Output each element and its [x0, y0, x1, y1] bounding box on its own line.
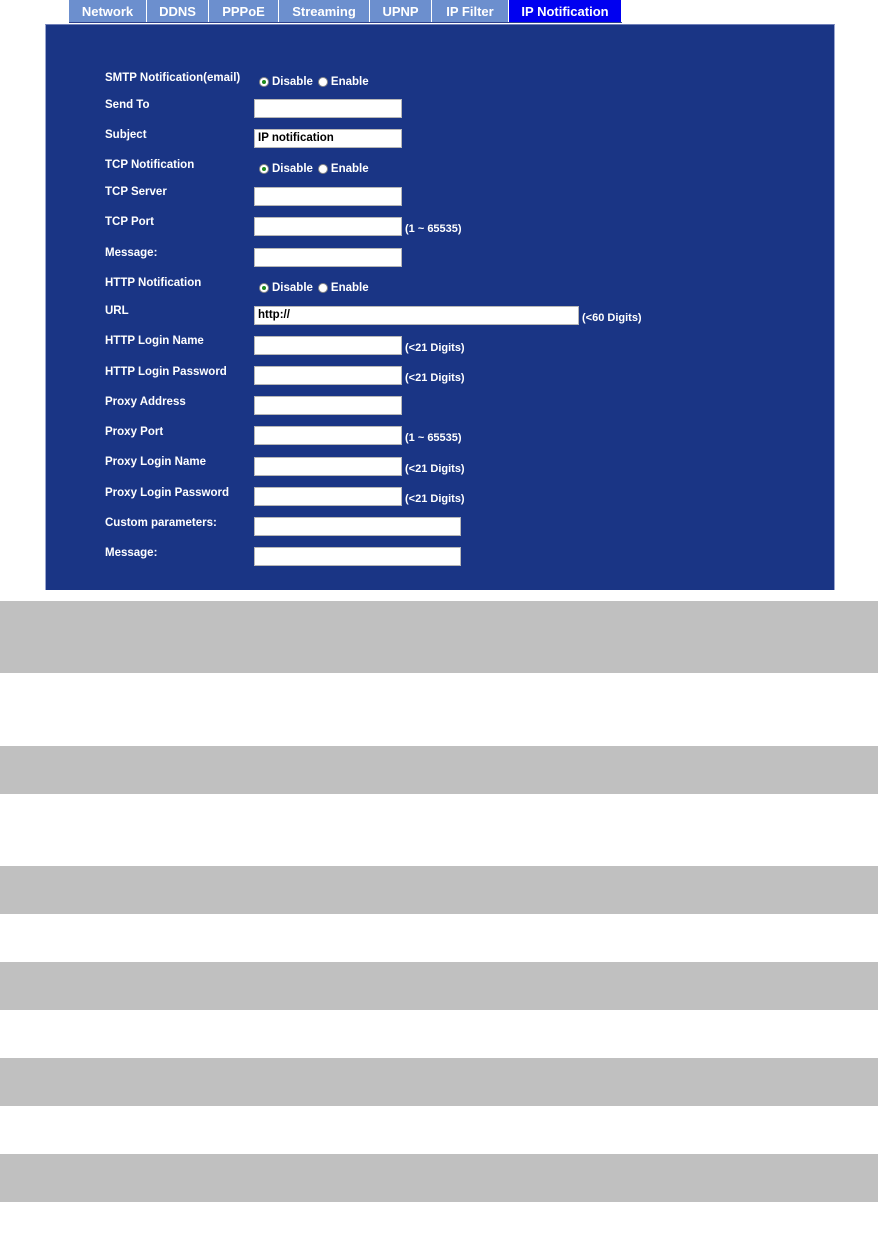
http-notification-label: HTTP Notification [105, 277, 202, 289]
proxy-login-password-row [46, 486, 834, 508]
smtp-notification-row [46, 72, 834, 94]
tcp-message-label: Message: [105, 247, 158, 259]
tab-ip-notification[interactable]: IP Notification [509, 0, 622, 23]
proxy-login-name-input[interactable] [254, 457, 402, 476]
http-login-password-row [46, 365, 834, 387]
url-label: URL [105, 305, 129, 317]
url-input[interactable]: http:// [254, 306, 579, 325]
proxy-login-name-hint: (<21 Digits) [405, 463, 465, 475]
tcp-port-hint: (1 ~ 65535) [405, 223, 462, 235]
custom-parameters-input[interactable] [254, 517, 461, 536]
tcp-disable-label: Disable [272, 163, 313, 175]
table-stripe [0, 746, 878, 794]
tab-upnp[interactable]: UPNP [370, 0, 432, 23]
proxy-login-name-row [46, 456, 834, 478]
proxy-login-password-label: Proxy Login Password [105, 487, 229, 499]
tab-streaming[interactable]: Streaming [279, 0, 370, 23]
smtp-notification-label: SMTP Notification(email) [105, 72, 241, 84]
proxy-port-label: Proxy Port [105, 426, 164, 438]
http-login-name-input[interactable] [254, 336, 402, 355]
tab-pppoe[interactable]: PPPoE [209, 0, 279, 23]
smtp-notification-radio-group [259, 75, 374, 89]
smtp-enable-radio[interactable] [318, 77, 328, 87]
table-stripe [0, 962, 878, 1010]
tab-ddns[interactable]: DDNS [147, 0, 209, 23]
tcp-message-row [46, 246, 834, 268]
url-row [46, 305, 834, 327]
http-message-label: Message: [105, 547, 158, 559]
proxy-port-input[interactable] [254, 426, 402, 445]
url-hint: (<60 Digits) [582, 312, 642, 324]
tcp-port-input[interactable] [254, 217, 402, 236]
http-login-password-hint: (<21 Digits) [405, 372, 465, 384]
proxy-address-input[interactable] [254, 396, 402, 415]
table-stripe [0, 601, 878, 673]
tab-underline [69, 22, 622, 23]
ip-notification-panel [45, 24, 835, 590]
proxy-address-row [46, 395, 834, 417]
subject-input[interactable]: IP notification [254, 129, 402, 148]
http-message-input[interactable] [254, 547, 461, 566]
proxy-address-label: Proxy Address [105, 396, 186, 408]
tcp-port-row [46, 216, 834, 238]
custom-parameters-row [46, 516, 834, 538]
send-to-row [46, 98, 834, 120]
panel-cut-decoration [0, 480, 45, 590]
http-login-name-row [46, 335, 834, 357]
http-enable-radio[interactable] [318, 283, 328, 293]
http-login-password-label: HTTP Login Password [105, 366, 227, 378]
tcp-server-row [46, 186, 834, 208]
subject-label: Subject [105, 129, 147, 141]
smtp-enable-label: Enable [330, 76, 369, 88]
table-stripe [0, 866, 878, 914]
proxy-login-password-hint: (<21 Digits) [405, 493, 465, 505]
send-to-input[interactable] [254, 99, 402, 118]
tcp-server-label: TCP Server [105, 186, 167, 198]
subject-row [46, 128, 834, 150]
tab-ip-filter[interactable]: IP Filter [432, 0, 509, 23]
smtp-disable-label: Disable [272, 76, 313, 88]
table-stripe [0, 1154, 878, 1202]
http-disable-radio[interactable] [259, 283, 269, 293]
tcp-notification-row [46, 159, 834, 181]
custom-parameters-label: Custom parameters: [105, 517, 217, 529]
proxy-port-row [46, 425, 834, 447]
http-login-name-label: HTTP Login Name [105, 335, 204, 347]
http-login-name-hint: (<21 Digits) [405, 342, 465, 354]
tcp-message-input[interactable] [254, 248, 402, 267]
tcp-enable-label: Enable [330, 163, 369, 175]
smtp-disable-radio[interactable] [259, 77, 269, 87]
http-login-password-input[interactable] [254, 366, 402, 385]
table-stripe [0, 1058, 878, 1106]
http-enable-label: Enable [330, 282, 369, 294]
http-notification-row [46, 277, 834, 299]
http-disable-label: Disable [272, 282, 313, 294]
proxy-login-password-input[interactable] [254, 487, 402, 506]
tcp-notification-label: TCP Notification [105, 159, 195, 171]
tab-bar [69, 0, 622, 23]
tcp-server-input[interactable] [254, 187, 402, 206]
tcp-disable-radio[interactable] [259, 164, 269, 174]
tcp-notification-radio-group [259, 162, 374, 176]
proxy-port-hint: (1 ~ 65535) [405, 432, 462, 444]
tcp-port-label: TCP Port [105, 216, 154, 228]
tcp-enable-radio[interactable] [318, 164, 328, 174]
tab-network[interactable]: Network [69, 0, 147, 23]
proxy-login-name-label: Proxy Login Name [105, 456, 206, 468]
http-notification-radio-group [259, 281, 374, 295]
http-message-row [46, 546, 834, 568]
send-to-label: Send To [105, 99, 150, 111]
